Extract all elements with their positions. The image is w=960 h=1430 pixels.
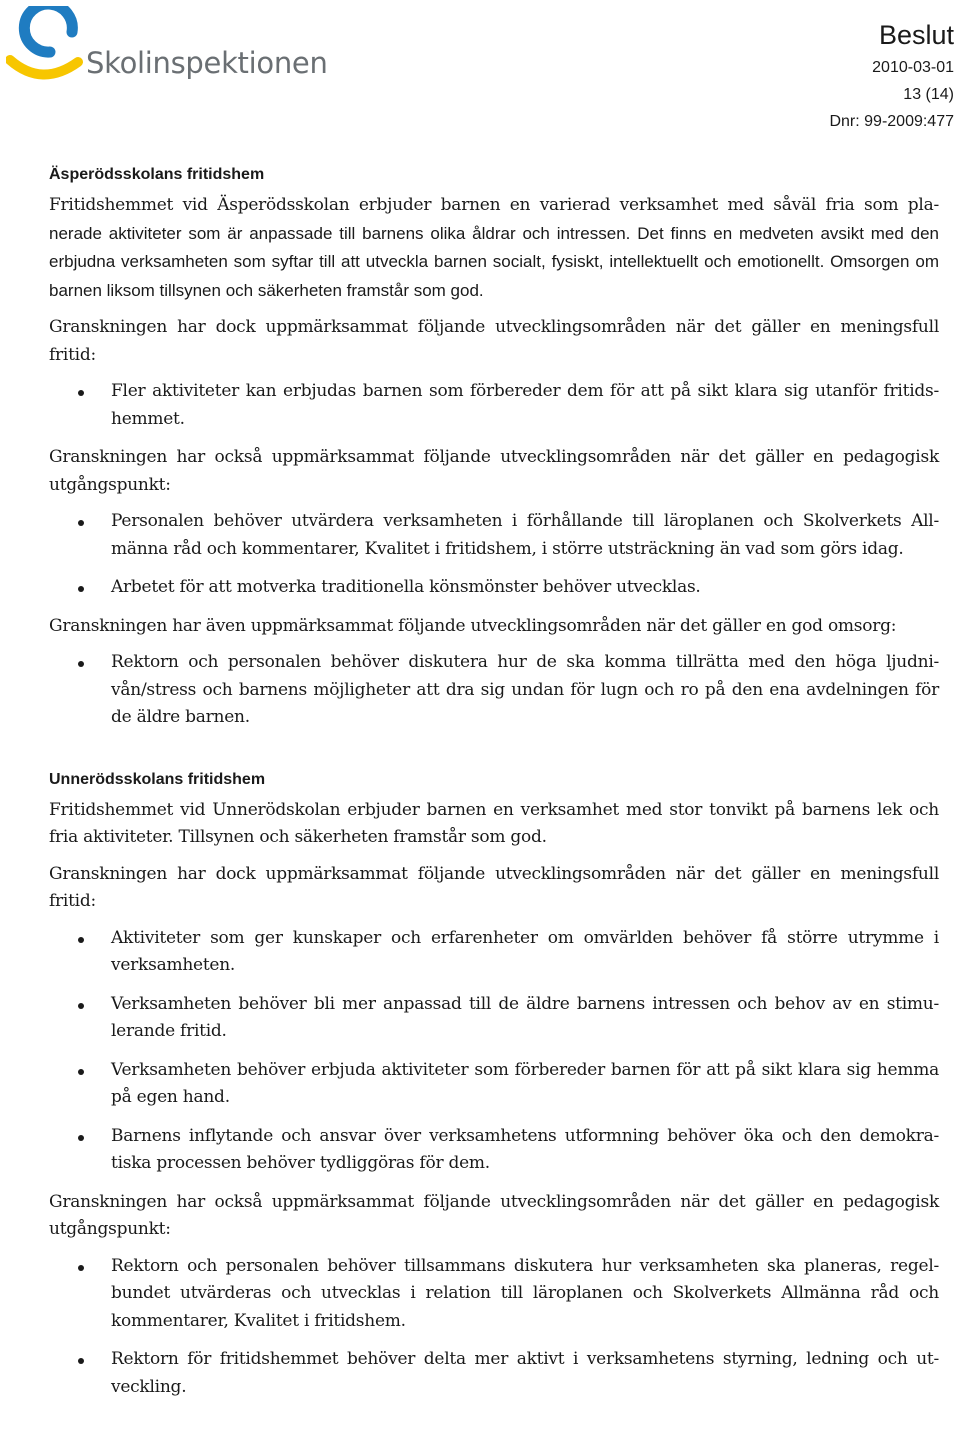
document-date: 2010-03-01: [872, 59, 954, 76]
bullet-icon: [78, 1003, 84, 1009]
intro-paragraph-asperod: [49, 192, 939, 305]
bullet-icon: [78, 520, 84, 526]
list-item: Fler aktiviteter kan erbjudas barnen som förbereder dem för att på sikt klara sig utanför fritids-hemmet.: [49, 378, 939, 433]
list-item: Aktiviteter som ger kunskaper och erfarenheter om omvärlden behöver få större utrymme i verksamheten.: [49, 925, 939, 980]
registration-number: Dnr: 99-2009:477: [829, 113, 954, 130]
list-item: Personalen behöver utvärdera verksamheten i förhållande till läroplanen och Skolverkets All-männa råd och kommentarer, Kvalitet i fritidshem, i större utsträckning än vad som görs idag.: [49, 508, 939, 563]
section-gap: [49, 743, 939, 771]
bullet-icon: [78, 661, 84, 667]
logo-mark-icon: [6, 6, 96, 86]
paragraph-good-care: Granskningen har även uppmärksammat följande utvecklingsområden när det gäller en god omsorg:: [49, 615, 897, 636]
bullet-icon: [78, 1135, 84, 1141]
paragraph-meaningful-leisure: Granskningen har dock uppmärksammat följande utvecklingsområden när det gäller en meningsfull fritid:: [49, 317, 939, 365]
bullet-icon: [78, 1069, 84, 1075]
list-meaningful-leisure: [49, 925, 939, 1178]
paragraph-pedagogic-basis: Granskningen har också uppmärksammat följande utvecklingsområden när det gäller en pedagogisk utgångspunkt:: [49, 1191, 939, 1239]
list-item: Verksamheten behöver bli mer anpassad till de äldre barnens intressen och behov av en stimu-lerande fritid.: [49, 991, 939, 1046]
page-number: 13 (14): [903, 86, 954, 103]
list-item: Rektorn och personalen behöver diskutera hur de ska komma tillrätta med den höga ljudni-vån/stress och barnens möjligheter att dra sig undan för lugn och ro på den ena avdelningen för de äldre barnen.: [49, 649, 939, 732]
intro-paragraph-unnerod: Fritidshemmet vid Unnerödskolan erbjuder barnen en verksamhet med stor tonvikt på barnens lek och fria aktiviteter. Tillsynen och säkerheten framstår som god.: [49, 799, 939, 847]
paragraph-meaningful-leisure: Granskningen har dock uppmärksammat följande utvecklingsområden när det gäller en meningsfull fritid:: [49, 863, 939, 911]
bullet-icon: [78, 586, 84, 592]
bullet-icon: [78, 1265, 84, 1271]
skolinspektionen-logo: [6, 6, 328, 86]
intro-text-sans: nerade aktiviteter som är anpassade till barnens olika åldrar och intressen. Det finns en medveten avsikt med den erbjudna verksamheten som syftar till att utveckla barnen socialt, fysiskt, intellektuellt och emotionellt. Omsorgen om barnen liksom tillsynen och säkerheten framstår som god.: [49, 223, 939, 300]
bullet-icon: [78, 937, 84, 943]
list-meaningful-leisure: [49, 378, 939, 433]
document-body: [49, 166, 939, 1412]
section-heading-unnerod: Unnerödsskolans fritidshem: [49, 770, 266, 788]
list-pedagogic-basis: [49, 508, 939, 602]
document-type-title: Beslut: [878, 20, 954, 50]
list-item: Rektorn för fritidshemmet behöver delta mer aktivt i verksamhetens styrning, ledning och ut-veckling.: [49, 1346, 939, 1401]
list-item: Arbetet för att motverka traditionella könsmönster behöver utvecklas.: [49, 574, 939, 602]
list-item: Verksamheten behöver erbjuda aktiviteter som förbereder barnen för att på sikt klara sig hemma på egen hand.: [49, 1057, 939, 1112]
section-heading-asperod: Äsperödsskolans fritidshem: [49, 166, 265, 183]
list-pedagogic-basis: [49, 1253, 939, 1402]
list-item: Rektorn och personalen behöver tillsammans diskutera hur verksamheten ska planeras, regel-bundet utvärderas och utvecklas i relation till läroplanen och Skolverkets Allmänna råd och kommentarer, Kvalitet i fritidshem.: [49, 1253, 939, 1336]
list-item: Barnens inflytande och ansvar över verksamhetens utformning behöver öka och den demokra-tiska processen behöver tydliggöras för dem.: [49, 1123, 939, 1178]
bullet-icon: [78, 390, 84, 396]
logo-wordmark: Skolinspektionen: [86, 46, 328, 80]
list-good-care: [49, 649, 939, 732]
intro-text-serif: Fritidshemmet vid Äsperödsskolan erbjuder barnen en varierad verksamhet med såväl fria som pla-: [49, 195, 939, 215]
bullet-icon: [78, 1358, 84, 1364]
paragraph-pedagogic-basis: Granskningen har också uppmärksammat följande utvecklingsområden när det gäller en pedagogisk utgångspunkt:: [49, 447, 939, 495]
